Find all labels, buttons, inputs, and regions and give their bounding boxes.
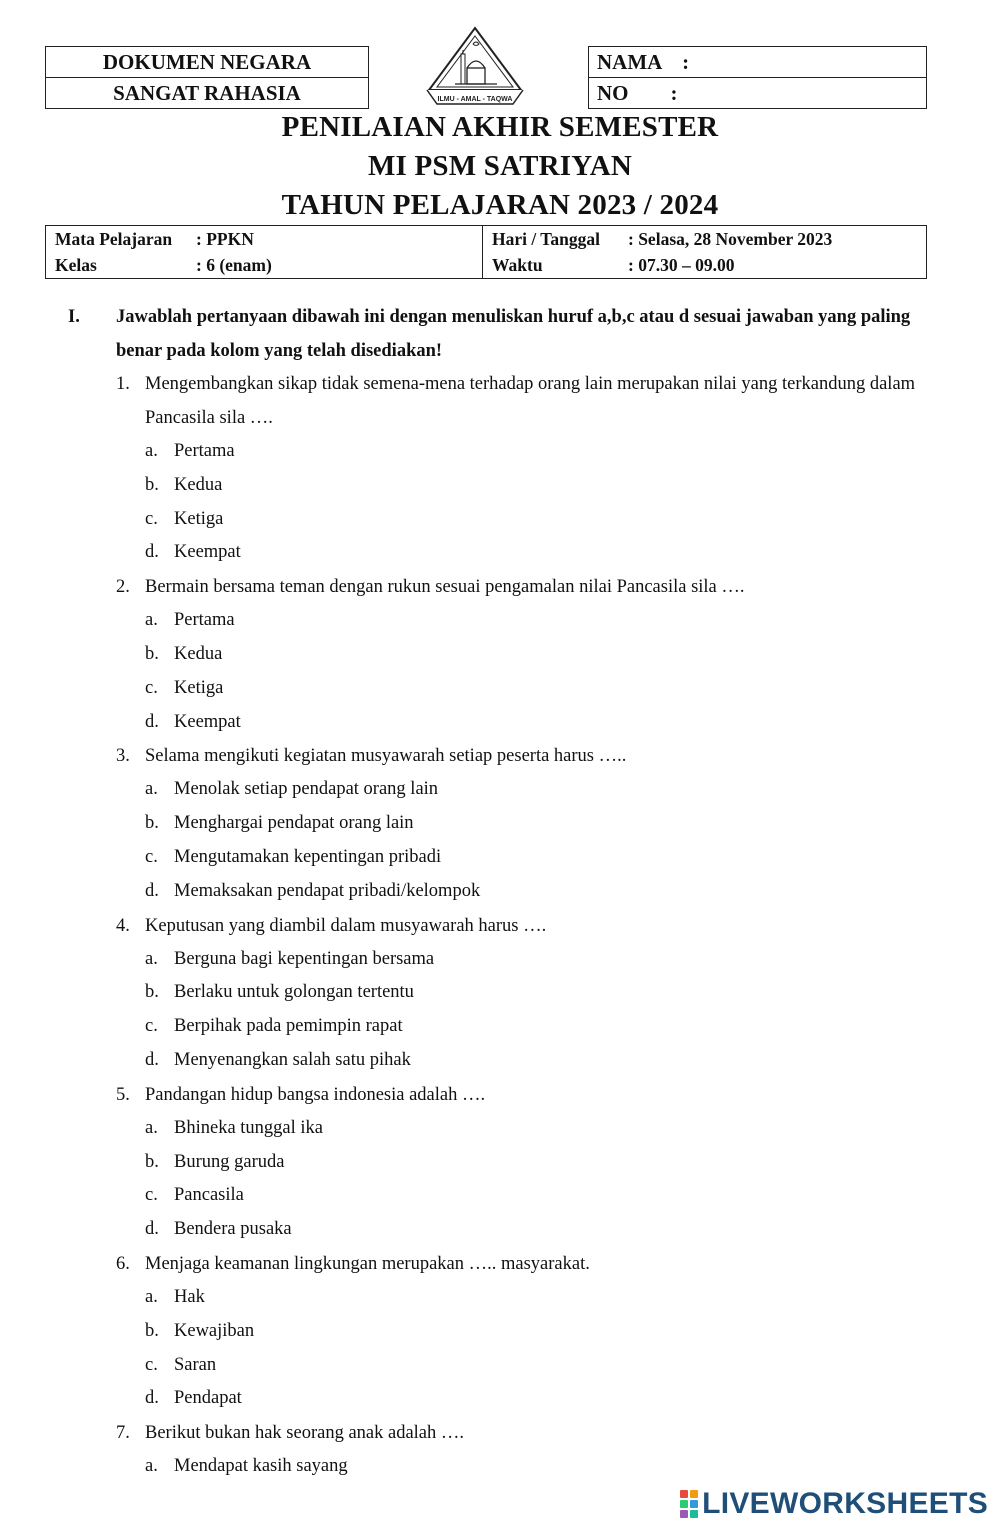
- option-text: Kedua: [174, 643, 223, 664]
- answer-option[interactable]: [116, 943, 916, 977]
- question-item: [116, 739, 916, 908]
- logo-square: [680, 1490, 688, 1498]
- option-text: Kewajiban: [174, 1320, 255, 1341]
- subject-value: : PPKN: [196, 229, 254, 249]
- answer-option[interactable]: [116, 604, 916, 638]
- question-stem: [116, 1416, 916, 1450]
- answer-option[interactable]: [116, 841, 916, 875]
- class-label: Kelas: [55, 255, 97, 275]
- option-letter: a.: [145, 441, 158, 461]
- info-table-divider: [482, 226, 483, 278]
- question-text: Menjaga keamanan lingkungan merupakan ….. masyarakat.: [145, 1253, 590, 1274]
- option-text: Ketiga: [174, 508, 224, 529]
- option-letter: c.: [145, 677, 158, 698]
- question-item: [116, 909, 916, 1078]
- subject-label: Mata Pelajaran: [55, 229, 173, 249]
- answer-option[interactable]: [116, 435, 916, 469]
- logo-square: [690, 1510, 698, 1518]
- option-letter: a.: [145, 1286, 158, 1307]
- question-number: 3.: [116, 746, 130, 767]
- liveworksheets-wordmark: LIVEWORKSHEETS: [702, 1487, 988, 1520]
- exam-info-table: [45, 225, 927, 279]
- logo-square: [690, 1500, 698, 1508]
- question-stem: [116, 1247, 916, 1281]
- option-letter: a.: [145, 779, 158, 800]
- liveworksheets-logo: [680, 1487, 988, 1521]
- question-text: Keputusan yang diambil dalam musyawarah harus ….: [145, 915, 547, 936]
- option-text: Pertama: [174, 610, 235, 631]
- question-text: Berikut bukan hak seorang anak adalah ….: [145, 1423, 465, 1444]
- answer-option[interactable]: [116, 1349, 916, 1383]
- answer-option[interactable]: [116, 1179, 916, 1213]
- option-text: Mendapat kasih sayang: [174, 1456, 348, 1477]
- option-text: Pertama: [174, 441, 235, 461]
- option-letter: a.: [145, 1456, 158, 1477]
- question-list: [116, 367, 916, 1484]
- option-text: Pancasila: [174, 1185, 244, 1206]
- class-value: : 6 (enam): [196, 255, 272, 275]
- question-text: Selama mengikuti kegiatan musyawarah setiap peserta harus …..: [145, 746, 627, 767]
- title-line-2: MI PSM SATRIYAN: [367, 150, 633, 182]
- section-number: I.: [68, 307, 80, 327]
- section-instruction: Jawablah pertanyaan dibawah ini dengan menuliskan huruf a,b,c atau d sesuai jawaban yang paling benar pada kolom yang telah disediakan!: [116, 307, 911, 361]
- option-letter: c.: [145, 846, 158, 867]
- option-text: Saran: [174, 1354, 217, 1375]
- option-text: Mengutamakan kepentingan pribadi: [174, 846, 442, 867]
- option-letter: c.: [145, 1354, 158, 1375]
- answer-option[interactable]: [116, 1010, 916, 1044]
- option-text: Berlaku untuk golongan tertentu: [174, 982, 414, 1003]
- question-number: 4.: [116, 915, 130, 936]
- logo-square: [680, 1500, 688, 1508]
- option-text: Menyenangkan salah satu pihak: [174, 1049, 411, 1070]
- answer-option[interactable]: [116, 1315, 916, 1349]
- answer-option[interactable]: [116, 807, 916, 841]
- answer-option[interactable]: [116, 773, 916, 807]
- answer-option[interactable]: [116, 1213, 916, 1247]
- question-stem: [116, 367, 916, 435]
- option-text: Berguna bagi kepentingan bersama: [174, 948, 435, 969]
- question-number: 6.: [116, 1253, 130, 1274]
- name-field[interactable]: NAMA :: [597, 49, 690, 74]
- option-text: Menghargai pendapat orang lain: [174, 813, 414, 834]
- option-text: Bhineka tunggal ika: [174, 1117, 323, 1138]
- answer-option[interactable]: [116, 706, 916, 740]
- question-item: [116, 570, 916, 739]
- option-letter: c.: [145, 508, 158, 529]
- option-letter: c.: [145, 1185, 158, 1206]
- question-number: 1.: [116, 374, 130, 394]
- option-text: Bendera pusaka: [174, 1219, 292, 1240]
- option-letter: a.: [145, 948, 158, 969]
- title-line-1: PENILAIAN AKHIR SEMESTER: [281, 111, 719, 143]
- option-letter: a.: [145, 1117, 158, 1138]
- question-number: 7.: [116, 1423, 130, 1444]
- exam-titles: [0, 108, 1000, 225]
- question-stem: [116, 570, 916, 604]
- logo-square: [680, 1510, 688, 1518]
- answer-option[interactable]: [116, 672, 916, 706]
- option-text: Keempat: [174, 542, 241, 563]
- option-letter: d.: [145, 1388, 159, 1409]
- answer-option[interactable]: [116, 1044, 916, 1078]
- option-letter: d.: [145, 711, 159, 732]
- option-letter: c.: [145, 1016, 158, 1037]
- option-text: Menolak setiap pendapat orang lain: [174, 779, 439, 800]
- question-text: Mengembangkan sikap tidak semena-mena terhadap orang lain merupakan nilai yang terkandung dalam Pancasila sila ….: [145, 374, 916, 428]
- option-text: Pendapat: [174, 1388, 242, 1409]
- question-item: [116, 367, 916, 570]
- option-text: Berpihak pada pemimpin rapat: [174, 1016, 403, 1037]
- logo-square: [690, 1490, 698, 1498]
- answer-option[interactable]: [116, 469, 916, 503]
- classification-line-1: DOKUMEN NEGARA: [102, 49, 312, 74]
- option-letter: b.: [145, 643, 159, 664]
- answer-option[interactable]: [116, 536, 916, 570]
- answer-option[interactable]: [116, 638, 916, 672]
- answer-option[interactable]: [116, 1450, 916, 1484]
- number-field[interactable]: NO :: [597, 80, 678, 105]
- option-letter: b.: [145, 1320, 159, 1341]
- time-value: : 07.30 – 09.00: [628, 255, 735, 275]
- option-text: Burung garuda: [174, 1151, 285, 1172]
- option-letter: d.: [145, 542, 159, 563]
- date-label: Hari / Tanggal: [492, 229, 600, 249]
- answer-option[interactable]: [116, 976, 916, 1010]
- question-item: [116, 1247, 916, 1416]
- option-text: Memaksakan pendapat pribadi/kelompok: [174, 880, 481, 901]
- answer-option[interactable]: [116, 1382, 916, 1416]
- question-number: 2.: [116, 577, 130, 598]
- question-text: Pandangan hidup bangsa indonesia adalah ….: [145, 1084, 486, 1105]
- question-stem: [116, 739, 916, 773]
- option-letter: b.: [145, 1151, 159, 1172]
- option-letter: a.: [145, 610, 158, 631]
- date-value: : Selasa, 28 November 2023: [628, 229, 833, 249]
- school-logo-icon: [417, 24, 533, 108]
- school-logo: [417, 24, 533, 108]
- answer-option[interactable]: [116, 1146, 916, 1180]
- classification-line-2: SANGAT RAHASIA: [113, 80, 301, 105]
- time-label: Waktu: [492, 255, 543, 275]
- question-item: [116, 1416, 916, 1484]
- answer-option[interactable]: [116, 1112, 916, 1146]
- option-text: Kedua: [174, 474, 223, 495]
- question-stem: [116, 1078, 916, 1112]
- question-item: [116, 1078, 916, 1247]
- student-info-box: [588, 46, 927, 109]
- answer-option[interactable]: [116, 875, 916, 909]
- option-text: Ketiga: [174, 677, 224, 698]
- option-letter: b.: [145, 474, 159, 495]
- answer-option[interactable]: [116, 503, 916, 537]
- question-text: Bermain bersama teman dengan rukun sesuai pengamalan nilai Pancasila sila ….: [145, 577, 745, 598]
- question-stem: [116, 909, 916, 943]
- option-letter: d.: [145, 1219, 159, 1240]
- option-letter: b.: [145, 813, 159, 834]
- option-letter: d.: [145, 880, 159, 901]
- title-line-3: TAHUN PELAJARAN 2023 / 2024: [281, 189, 719, 221]
- option-text: Hak: [174, 1286, 205, 1307]
- logo-motto: ILMU - AMAL - TAQWA: [437, 96, 513, 103]
- question-number: 5.: [116, 1084, 130, 1105]
- answer-option[interactable]: [116, 1281, 916, 1315]
- option-letter: b.: [145, 982, 159, 1003]
- option-letter: d.: [145, 1049, 159, 1070]
- liveworksheets-grid-icon: [680, 1490, 698, 1518]
- classification-box: [45, 46, 369, 109]
- option-text: Keempat: [174, 711, 241, 732]
